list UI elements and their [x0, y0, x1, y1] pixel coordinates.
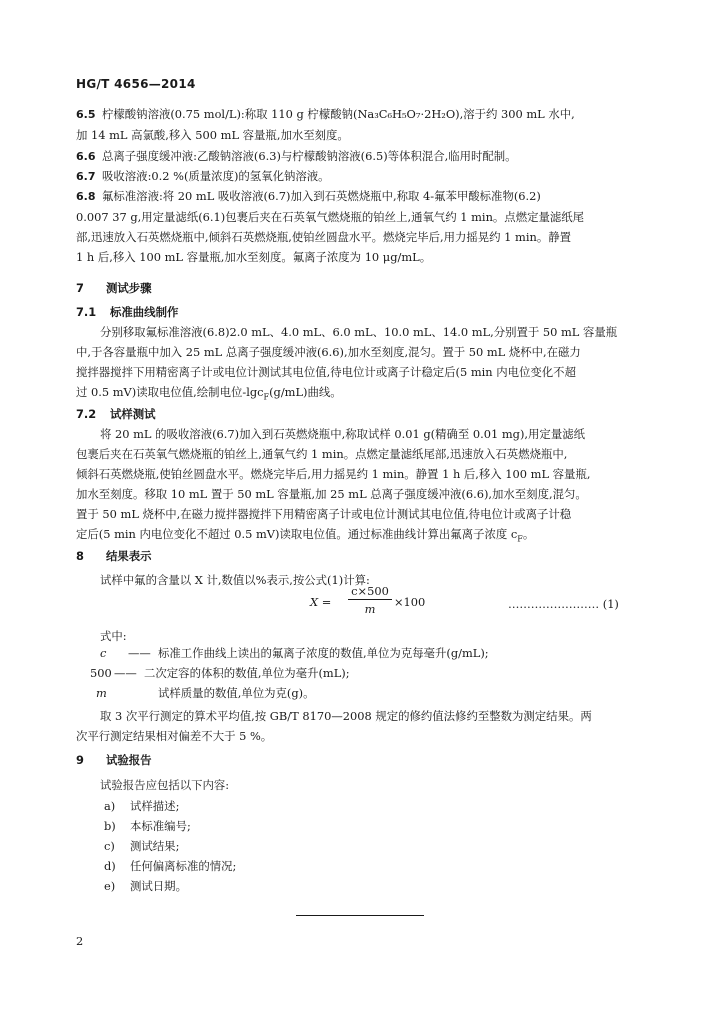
clause-text: 氟标准溶液:将 20 mL 吸收溶液(6.7)加入到石英燃烧瓶中,称取 4-氟苯甲酸标准物(6.2): [102, 189, 541, 203]
paragraph-line: 次平行测定结果相对偏差不大于 5 %。: [76, 729, 273, 743]
clause-text: 加 14 mL 高氯酸,移入 500 mL 容量瓶,加水至刻度。: [76, 128, 349, 142]
definition-text: 二次定容的体积的数值,单位为毫升(mL);: [144, 666, 350, 680]
list-text: 任何偏离标准的情况;: [130, 859, 237, 873]
subsection-title: 试样测试: [110, 407, 156, 421]
list-marker: c): [104, 839, 115, 853]
clause-text: 柠檬酸钠溶液(0.75 mol/L):称取 110 g 柠檬酸钠(Na₃C₆H₅O₇·2H₂O),溶于约 300 mL 水中,: [102, 107, 575, 121]
clause-text: 0.007 37 g,用定量滤纸(6.1)包裹后夹在石英氧气燃烧瓶的铂丝上,通氧气约 1 min。点燃定量滤纸尾: [76, 210, 585, 224]
equation-number: …………………… (1): [508, 597, 619, 611]
list-item: [104, 798, 179, 814]
definition-text: 标准工作曲线上读出的氟离子浓度的数值,单位为克每毫升(g/mL);: [158, 646, 489, 660]
paragraph-line: 分别移取氟标准溶液(6.8)2.0 mL、4.0 mL、6.0 mL、10.0 mL、14.0 mL,分别置于 50 mL 容量瓶: [100, 325, 618, 339]
section-number: 8: [76, 549, 84, 563]
paragraph-line: 加水至刻度。移取 10 mL 置于 50 mL 容量瓶,加 25 mL 总离子强度缓冲液(6.6),加水至刻度,混匀。: [76, 487, 587, 501]
definition-m: [96, 685, 315, 701]
paragraph-line: 取 3 次平行测定的算术平均值,按 GB/T 8170—2008 规定的修约值法修约至整数为测定结果。两: [100, 709, 592, 723]
section-8-heading: [76, 546, 656, 566]
list-item: [104, 858, 236, 874]
paragraph-line-tail: (g/mL)曲线。: [269, 385, 342, 399]
paragraph-line: 定后(5 min 内电位变化不超过 0.5 mV)读取电位值。通过标准曲线计算出氟离子浓度 c: [76, 527, 518, 541]
clause-6-6: [76, 146, 656, 167]
clause-number: 6.7: [76, 170, 96, 183]
clause-6-8: [76, 186, 656, 267]
paragraph-line: 过 0.5 mV)读取电位值,绘制电位-lgc: [76, 385, 264, 399]
subsection-7-2-heading: [76, 404, 656, 424]
list-text: 测试结果;: [130, 839, 180, 853]
definition-c: [100, 645, 489, 661]
list-item: [104, 838, 179, 854]
section-7-heading: [76, 278, 656, 298]
list-marker: e): [104, 879, 116, 893]
clause-6-5: [76, 104, 656, 145]
list-item: [104, 818, 191, 834]
subsection-number: 7.2: [76, 407, 97, 421]
definition-symbol: 500: [90, 666, 112, 680]
subscript: F: [263, 392, 270, 402]
paragraph-line: 将 20 mL 的吸收溶液(6.7)加入到石英燃烧瓶中,称取试样 0.01 g(精确至 0.01 mg),用定量滤纸: [100, 427, 585, 441]
definition-dash: ——: [128, 646, 151, 660]
section-number: 7: [76, 281, 84, 295]
formula-numerator: c×500: [351, 584, 389, 598]
paragraph-line: 置于 50 mL 烧杯中,在磁力搅拌器搅拌下用精密离子计或电位计测试其电位值,待电位计或离子计稳: [76, 507, 572, 521]
list-marker: a): [104, 799, 116, 813]
definition-dash: [128, 686, 158, 700]
list-text: 测试日期。: [130, 879, 187, 893]
paragraph-line: 包裹后夹在石英氧气燃烧瓶的铂丝上,通氧气约 1 min。点燃定量滤纸尾部,迅速放入石英燃烧瓶中,: [76, 447, 568, 461]
clause-number: 6.5: [76, 108, 96, 121]
formula-denominator: m: [364, 602, 376, 616]
paragraph-9-intro: [76, 775, 656, 795]
subsection-7-1-heading: [76, 302, 656, 322]
list-marker: d): [104, 859, 116, 873]
subscript: F: [517, 534, 523, 544]
clause-text: 部,迅速放入石英燃烧瓶中,倾斜石英燃烧瓶,使铂丝圆盘水平。燃烧完毕后,用力摇晃约 1 min。静置: [76, 230, 571, 244]
where-label: 式中:: [100, 629, 127, 643]
paragraph-line: 中,于各容量瓶中加入 25 mL 总离子强度缓冲液(6.6),加水至刻度,混匀。置于 50 mL 烧杯中,在磁力: [76, 345, 581, 359]
clause-text: 吸收溶液:0.2 %(质量浓度)的氢氧化钠溶液。: [102, 169, 330, 183]
clause-number: 6.8: [76, 190, 96, 203]
list-marker: b): [104, 819, 116, 833]
list-text: 本标准编号;: [130, 819, 191, 833]
paragraph-line: 试验报告应包括以下内容:: [100, 778, 230, 792]
section-9-heading: [76, 750, 656, 770]
definition-symbol: c: [100, 646, 107, 660]
paragraph-line-tail: 。: [522, 527, 535, 541]
paragraph-7-1: [76, 322, 656, 407]
paragraph-line: 倾斜石英燃烧瓶,使铂丝圆盘水平。燃烧完毕后,用力摇晃约 1 min。静置 1 h 后,移入 100 mL 容量瓶,: [76, 467, 591, 481]
definition-500: [90, 665, 350, 681]
page-number: 2: [76, 934, 84, 948]
paragraph-8-result: [76, 706, 656, 746]
clause-6-7: [76, 166, 656, 187]
paragraph-line: 试样中氟的含量以 X 计,数值以%表示,按公式(1)计算:: [100, 573, 370, 587]
formula-tail: ×100: [394, 595, 426, 609]
where-label-block: [76, 626, 656, 646]
subsection-title: 标准曲线制作: [110, 305, 179, 319]
list-item: [104, 878, 187, 894]
definition-symbol: m: [96, 686, 107, 700]
clause-number: 6.6: [76, 150, 96, 163]
section-title: 测试步骤: [106, 281, 152, 295]
definition-dash: ——: [114, 666, 137, 680]
end-rule: [296, 915, 424, 916]
section-title: 结果表示: [106, 549, 152, 563]
section-title: 试验报告: [106, 753, 152, 767]
clause-text: 总离子强度缓冲液:乙酸钠溶液(6.3)与柠檬酸钠溶液(6.5)等体积混合,临用时配制。: [102, 149, 517, 163]
list-text: 试样描述;: [130, 799, 180, 813]
clause-text: 1 h 后,移入 100 mL 容量瓶,加水至刻度。氟离子浓度为 10 μg/mL。: [76, 250, 432, 264]
paragraph-line: 搅拌器搅拌下用精密离子计或电位计测试其电位值,待电位计或离子计稳定后(5 min 内电位变化不超: [76, 365, 576, 379]
definition-text: 试样质量的数值,单位为克(g)。: [158, 686, 315, 700]
formula-fraction: [348, 583, 392, 618]
subsection-number: 7.1: [76, 305, 97, 319]
paragraph-7-2: [76, 424, 656, 549]
section-number: 9: [76, 753, 84, 767]
formula-lhs: X =: [310, 595, 332, 609]
standard-code: HG/T 4656—2014: [76, 77, 196, 91]
